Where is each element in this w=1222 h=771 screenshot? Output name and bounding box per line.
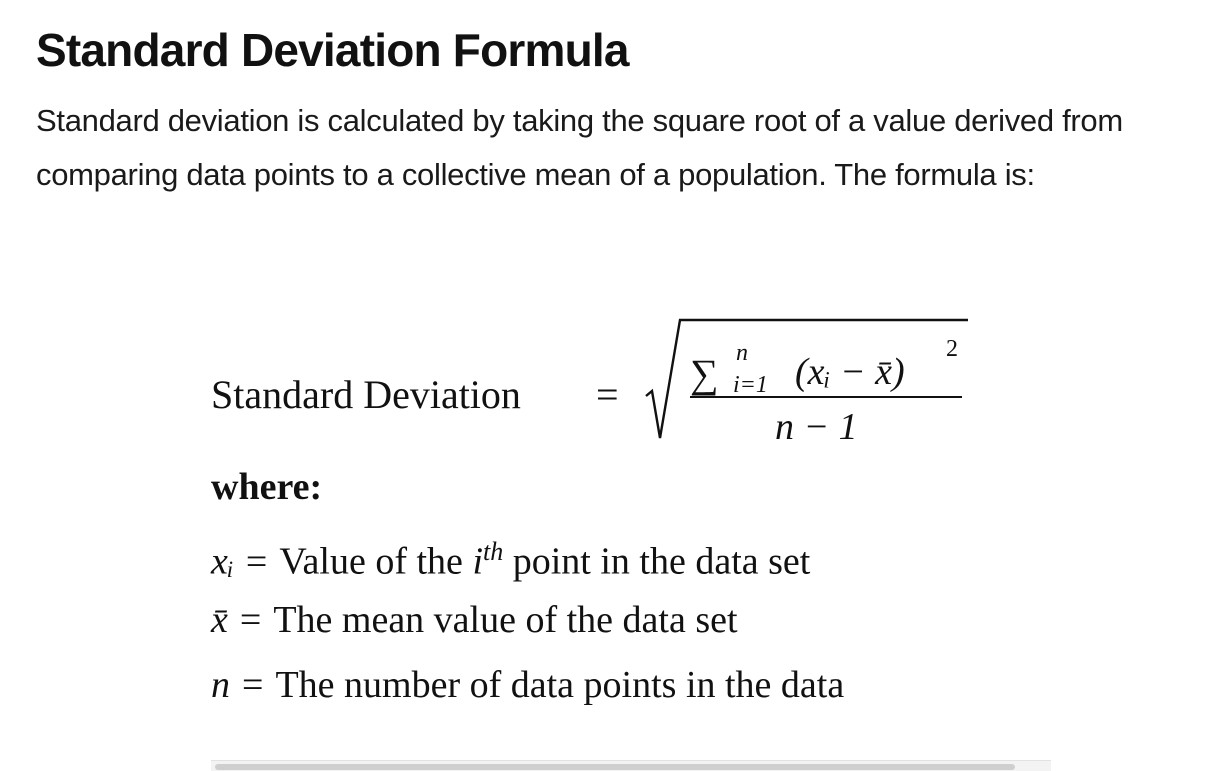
definition-text: The mean value of the data set [273, 599, 738, 641]
sum-upper-limit: n [736, 340, 748, 366]
definition-variable: n [211, 664, 230, 706]
definition-xi: xᵢ = Value of the $i^{th}$ point in the data set [211, 537, 811, 583]
definition-text: The number of data points in the data [275, 664, 845, 706]
exponent: 2 [946, 336, 958, 362]
definition-xbar: x̄ = The mean value of the data set [211, 599, 738, 641]
overflow-fade [920, 525, 1000, 580]
denominator: n − 1 [775, 406, 858, 448]
formula-lhs: Standard Deviation [211, 372, 521, 417]
superscript: th [483, 537, 504, 566]
definition-n: n = The number of data points in the data [211, 664, 845, 706]
formula-equals: = [596, 372, 619, 417]
definition-text-end: point in the data set [503, 540, 811, 583]
page-title: Standard Deviation Formula [36, 24, 629, 76]
sum-symbol: ∑ [690, 351, 719, 396]
definition-variable: xᵢ [211, 540, 234, 583]
numerator-expression: (xᵢ − x̄) [795, 351, 905, 393]
overflow-fade [920, 658, 1030, 713]
definition-variable: x̄ [211, 599, 228, 641]
where-label: where: [211, 466, 323, 508]
definition-text: Value of the [279, 540, 473, 583]
scrollbar-thumb[interactable] [215, 764, 1015, 770]
sum-lower-limit: i=1 [733, 372, 768, 398]
superscript-base: i [472, 540, 483, 583]
intro-paragraph: Standard deviation is calculated by taking the square root of a value derived from comparing data points to a collective mean of a population. The formula is: [36, 103, 1123, 192]
